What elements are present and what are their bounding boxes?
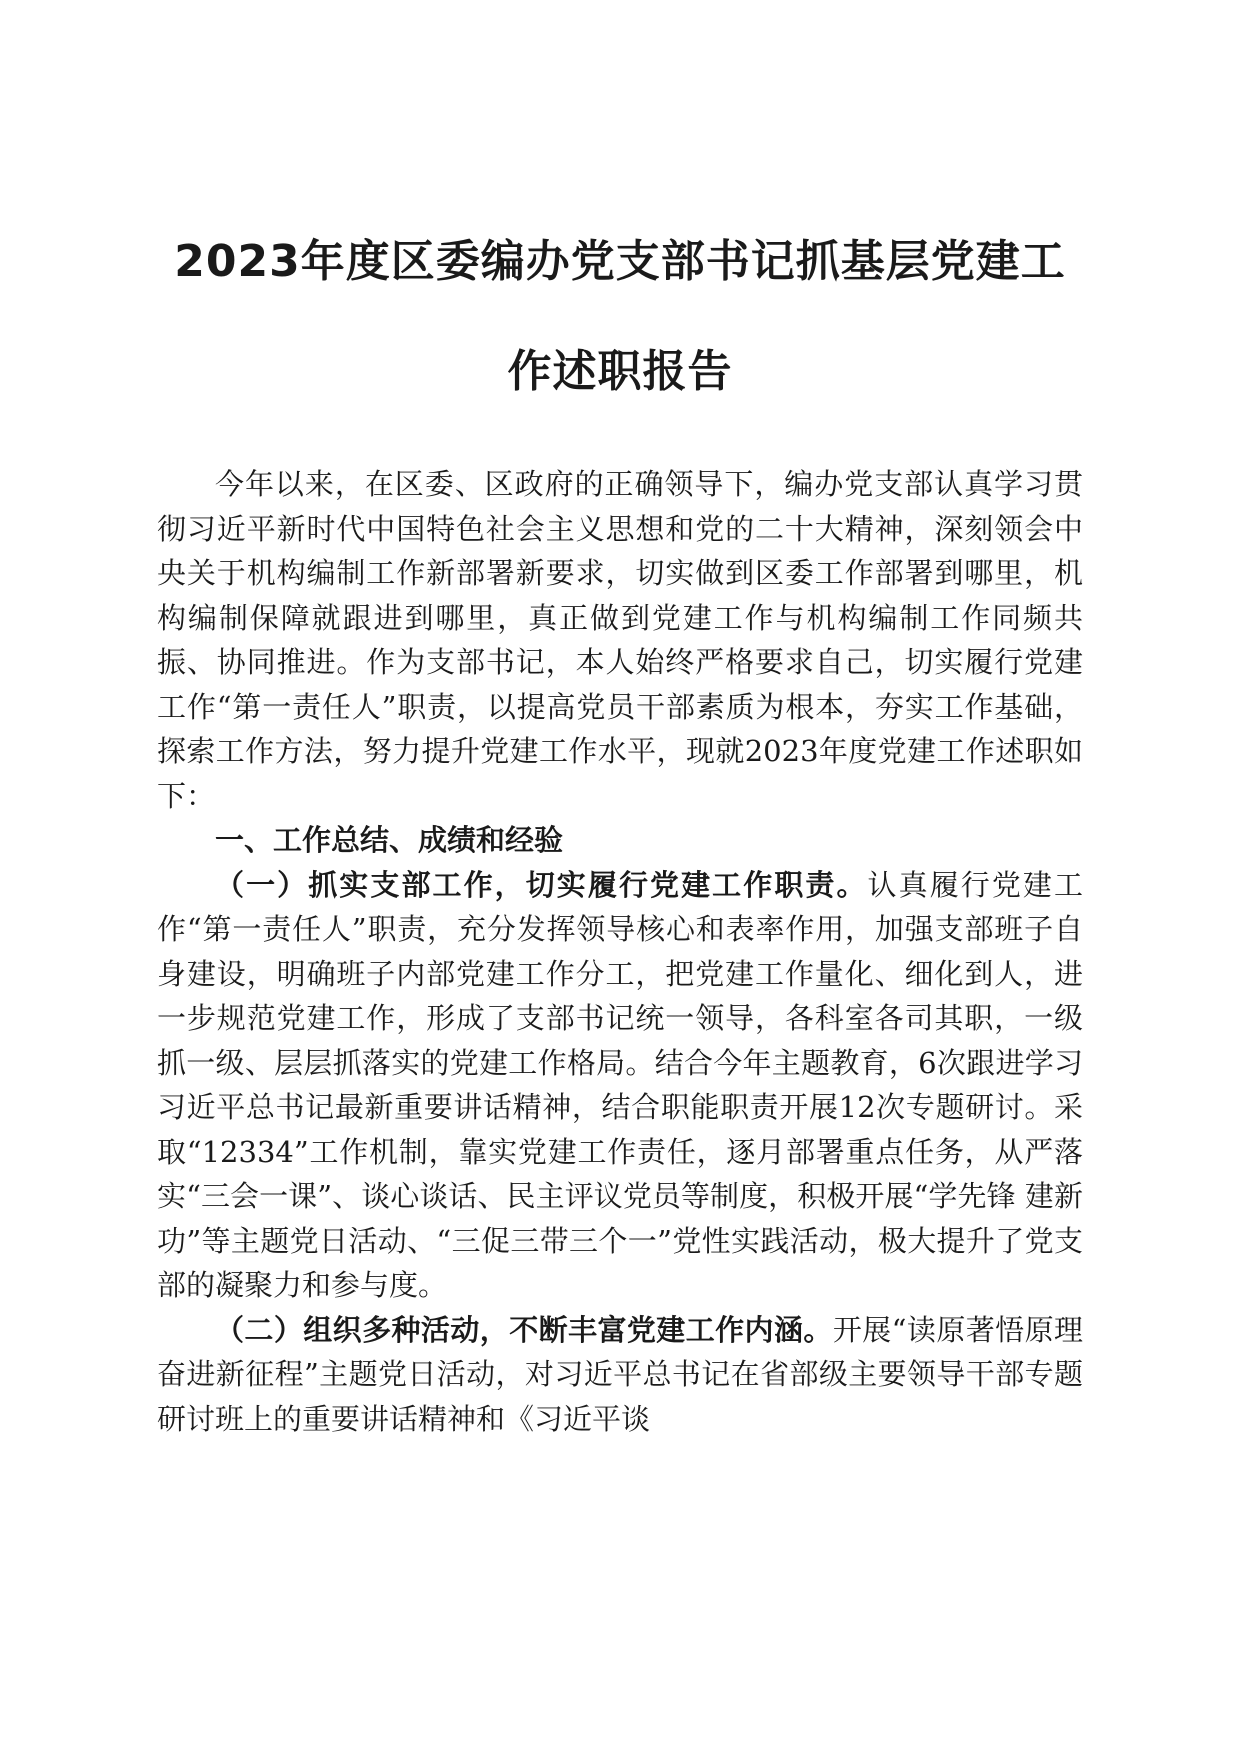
subsection-1-lead: （一）抓实支部工作，切实履行党建工作职责。 xyxy=(215,867,868,902)
intro-paragraph: 今年以来，在区委、区政府的正确领导下，编办党支部认真学习贯彻习近平新时代中国特色社会主义思想和党的二十大精神，深刻领会中央关于机构编制工作新部署新要求，切实做到区委工作部署到哪里，机构编制保障就跟进到哪里，真正做到党建工作与机构编制工作同频共振、协同推进。作为支部书记，本人始终严格要求自己，切实履行党建工作“第一责任人”职责，以提高党员干部素质为根本，夯实工作基础，探索工作方法，努力提升党建工作水平，现就2023年度党建工作述职如下： xyxy=(157,467,1083,813)
document-title-line-1: 2023年度区委编办党支部书记抓基层党建工 xyxy=(174,236,1066,287)
document-title-line-2: 作述职报告 xyxy=(507,346,733,397)
section-heading-1: 一、工作总结、成绩和经验 xyxy=(215,823,564,857)
subsection-2-lead: （二）组织多种活动，不断丰富党建工作内涵。 xyxy=(215,1312,833,1347)
subsection-1-body: 认真履行党建工作“第一责任人”职责，充分发挥领导核心和表率作用，加强支部班子自身建设，明确班子内部党建工作分工，把党建工作量化、细化到人，进一步规范党建工作，形成了支部书记统一领导，各科室各司其职，一级抓一级、层层抓落实的党建工作格局。结合今年主题教育，6次跟进学习习近平总书记最新重要讲话精神，结合职能职责开展12次专题研讨。采取“12334”工作机制，靠实党建工作责任，逐月部署重点任务，从严落实“三会一课”、谈心谈话、民主评议党员等制度，积极开展“学先锋 建新功”等主题党日活动、“三促三带三个一”党性实践活动，极大提升了党支部的凝聚力和参与度。 xyxy=(157,867,1083,1302)
subsection-2-body: 开展“读原著悟原理奋进新征程”主题党日活动，对习近平总书记在省部级主要领导干部专题研讨班上的重要讲话精神和《习近平谈 xyxy=(157,1312,1083,1436)
document-body xyxy=(157,462,1083,1441)
subsection-2-paragraph xyxy=(157,1308,1083,1442)
subsection-1-paragraph xyxy=(157,863,1083,1308)
